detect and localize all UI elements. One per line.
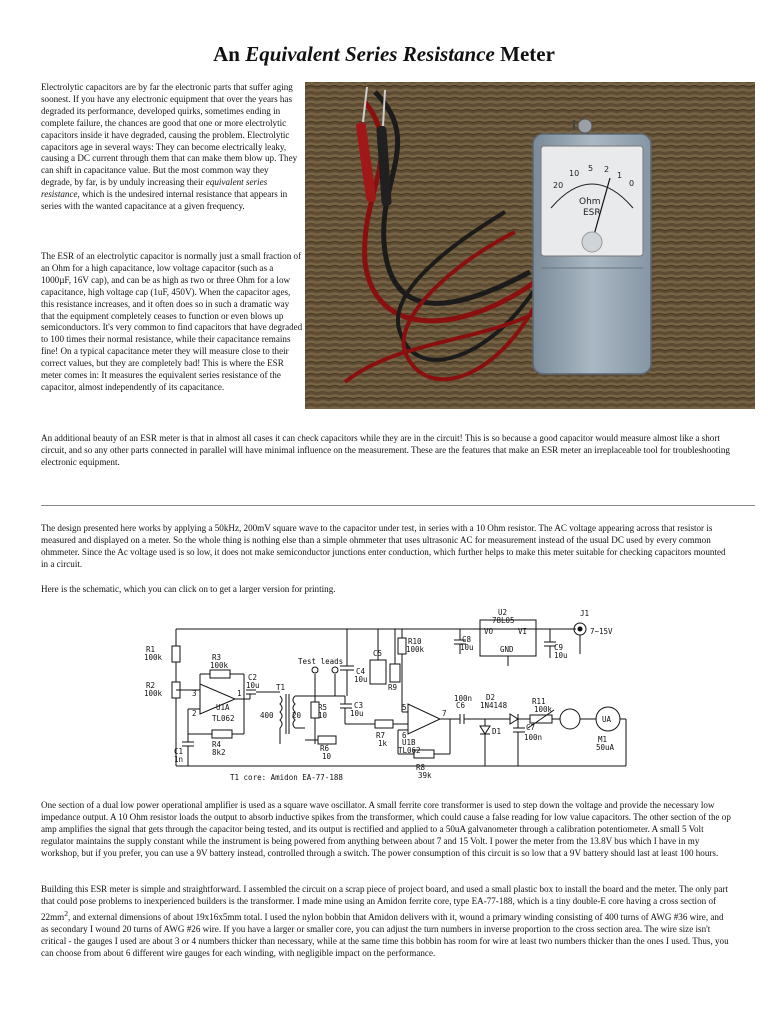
u1b-label: U1B (402, 738, 416, 747)
d1-label: D1 (492, 727, 502, 736)
section-divider (41, 505, 755, 506)
circuit-description-paragraph: One section of a dual low power operational amplifier is used as a square wave oscillator. A small ferrite core transformer is used to step down the voltage and provide the necessary low impedance output. A 10 Ohm resistor loads the output to absorb inductive spikes from the transformer, which could cause a false reading for low value capacitors. The other section of the op amp amplifies the signal that gets through the capacitor being tested, and its output is rectified and applied to a 50uA galvanometer through a calibration potentiometer. A small 5 Volt regulator maintains the supply constant while the instrument is being powered from anything between about 7 and 15 Volt. I power the meter from the 13.8V bus which I have in my workshop, but if you prefer, you can use a 9V battery instead, controlled through a switch. The power consumption of this circuit is so low that a 9V battery should last at least 100 hours. (41, 800, 731, 858)
intro-text-b: , which is the undesired internal resistance that appears in series with the wanted capacitance at a given frequency. (41, 189, 288, 212)
t1-label: T1 (276, 683, 286, 692)
c4-value: 10u (354, 675, 368, 684)
intro-paragraph (41, 82, 299, 213)
construction-paragraph (41, 884, 731, 959)
test-leads-label: Test leads (298, 657, 344, 666)
c2-value: 10u (246, 681, 260, 690)
esr-explanation-paragraph: The ESR of an electrolytic capacitor is normally just a small fraction of an Ohm for a high capacitance, low voltage capacitor (such as a 1000µF, 16V cap), and can be as high as two or three Ohm for a low capacitance, high voltage cap (1uF, 450V). When the capacitor ages, this resistance increases, and it often does so in such a dramatic way that the equipment completely ceases to function or even blows up semiconductors. It's very common to find capacitors that have degraded to 100 times their normal resistance, while their capacitance remains fine! On a typical capacitance meter they will measure close to their correct values, but they are completely bad! This is where the ESR meter comes in: It measures the equivalent series resistance of the capacitor, almost independently of its capacitance. (41, 251, 303, 392)
r1-value: 100k (144, 653, 163, 662)
r4-label: R4 (212, 740, 222, 749)
in-circuit-paragraph: An additional beauty of an ESR meter is that in almost all cases it can check capacitors while they are in the circuit! This is so because a good capacitor would measure almost like a short circuit, and so any other parts connected in parallel will have minimal influence on the measurement. These are the features that make an ESR meter an irreplaceable tool for troubleshooting electronic equipment. (41, 433, 730, 467)
r5-label: R5 (318, 703, 328, 712)
j1-label: J1 (580, 609, 590, 618)
intro-text-a: Electrolytic capacitors are by far the electronic parts that suffer aging soonest. If you have any electronic equipment that over the years has degraded its performance, developed quirks, sometimes ending in complete failure, the chances are good that one or more electrolytic capacitors inside it have degraded, causing the problem. Electrolytic capacitors age in several ways: They can become electrically leaky, causing a DC current through them that can make them blow up. They can shift in capacitance value. But the most common way they degrade, by far, is by unduly increasing their (41, 82, 298, 188)
c8-label: C8 (462, 635, 472, 644)
c9-value: 10u (554, 651, 568, 660)
design-paragraph: The design presented here works by applying a 50kHz, 200mV square wave to the capacitor under test, in series with a 10 Ohm resistor. The AC voltage appearing across that resistor is measured and displayed on a meter. So the whole thing is nothing else than a simple ohmmeter that uses ultrasonic AC for measurement instead of the usual DC used by every common ohmmeter. Since the Ac voltage used is so low, it does not make semiconductor junctions enter conduction, which further helps to make this meter suitable for checking capacitors mounted in a circuit. (41, 523, 726, 569)
meter-scale-label: 10 (569, 169, 580, 178)
pin-2: 2 (192, 709, 197, 718)
superscript-2: 2 (64, 908, 69, 918)
r6-label: R6 (320, 744, 330, 753)
meter-esr-label: ESR (583, 208, 601, 218)
t1-secondary: 20 (292, 711, 302, 720)
meter-symbol: UA (602, 715, 612, 724)
m1-label: M1 (598, 735, 608, 744)
c5-label: C5 (373, 649, 383, 658)
u2-value: 78L05 (492, 616, 515, 625)
u2-vo: VO (484, 627, 494, 636)
esr-meter-photo (305, 82, 755, 409)
title-emphasis: Equivalent Series Resistance (245, 42, 495, 66)
r11-value: 100k (534, 705, 553, 714)
schematic-diagram[interactable] (140, 604, 630, 784)
r10-value: 100k (406, 645, 425, 654)
c7-label: C7 (526, 723, 536, 732)
r10-label: R10 (408, 637, 422, 646)
r3-value: 100k (210, 661, 229, 670)
pin-7: 7 (442, 709, 447, 718)
meter-photo-image (305, 82, 755, 409)
u1a-label: U1A (216, 703, 230, 712)
c4-label: C4 (356, 667, 366, 676)
construction-text-a: Building this ESR meter is simple and straightforward. I assembled the circuit on a scrap piece of project board, and used a small plastic box to install the board and the meter. The only part that could pose problems to inexperienced builders is the transformer. I made mine using an Amidon ferrite core, type EA-77-188, which is a tiny double-E core having a cross section of 22mm (41, 884, 728, 922)
pin-3: 3 (192, 689, 197, 698)
r4-value: 8k2 (212, 748, 226, 757)
c9-label: C9 (554, 643, 564, 652)
u2-gnd: GND (500, 645, 514, 654)
j1-value: 7~15V (590, 627, 613, 636)
c2-label: C2 (248, 673, 258, 682)
t1-primary: 400 (260, 711, 274, 720)
meter-scale-label: 1 (617, 171, 623, 180)
intro-emphasis: equivalent series resistance (41, 177, 268, 200)
u1b-value: TL062 (398, 746, 421, 755)
r7-label: R7 (376, 731, 386, 740)
meter-scale-label: 2 (604, 165, 610, 174)
r6-value: 10 (322, 752, 332, 761)
r9-label: R9 (388, 683, 398, 692)
c3-value: 10u (350, 709, 364, 718)
c6-value: 100n (454, 694, 473, 703)
meter-scale-label: 20 (553, 181, 564, 190)
pin-5: 5 (402, 703, 407, 712)
title-suffix: Meter (494, 42, 555, 66)
c3-label: C3 (354, 701, 364, 710)
r2-value: 100k (144, 689, 163, 698)
schematic-drawing[interactable] (140, 604, 630, 784)
r3-label: R3 (212, 653, 222, 662)
r1-label: R1 (146, 645, 156, 654)
d2-label: D2 (486, 693, 496, 702)
r2-label: R2 (146, 681, 156, 690)
d2-value: 1N4148 (480, 701, 508, 710)
core-note: T1 core: Amidon EA-77-188 (230, 773, 343, 782)
pin-1: 1 (237, 689, 242, 698)
r5-value: 10 (318, 711, 328, 720)
r8-label: R8 (416, 763, 426, 772)
r7-value: 1k (378, 739, 388, 748)
schematic-intro-paragraph: Here is the schematic, which you can click on to get a larger version for printing. (41, 584, 336, 594)
c8-value: 10u (460, 643, 474, 652)
pin-6: 6 (402, 731, 407, 740)
r11-label: R11 (532, 697, 546, 706)
c1-label: C1 (174, 747, 184, 756)
article-title (0, 42, 768, 67)
u2-label: U2 (498, 608, 508, 617)
title-prefix: An (213, 42, 246, 66)
c1-value: 1n (174, 755, 184, 764)
meter-unit-label: Ohm (579, 197, 601, 207)
u1a-value: TL062 (212, 714, 235, 723)
meter-scale-label: 5 (588, 164, 594, 173)
u2-vi: VI (518, 627, 528, 636)
c7-value: 100n (524, 733, 543, 742)
meter-scale-label: 0 (629, 179, 635, 188)
construction-text-b: , and external dimensions of about 19x16x5mm total. I used the nylon bobbin that Amidon delivers with it, wound a primary winding consisting of 400 turns of AWG #36 wire, and as secondary I wound 20 turns of AWG #26 wire. If you have a larger or smaller core, you can adjust the turn numbers in inverse proportion to the cross section area. The wire size isn't critical - the gauges I used are about 3 or 4 numbers thicker than necessary, while at the same time this bobbin has room for wire at least two numbers thicker than the ones I used. Thus, you can choose from about 6 different wire gauges for each winding, with negligible impact on the performance. (41, 911, 729, 958)
m1-value: 50uA (596, 743, 615, 752)
r8-value: 39k (418, 771, 432, 780)
c6-label: C6 (456, 701, 466, 710)
